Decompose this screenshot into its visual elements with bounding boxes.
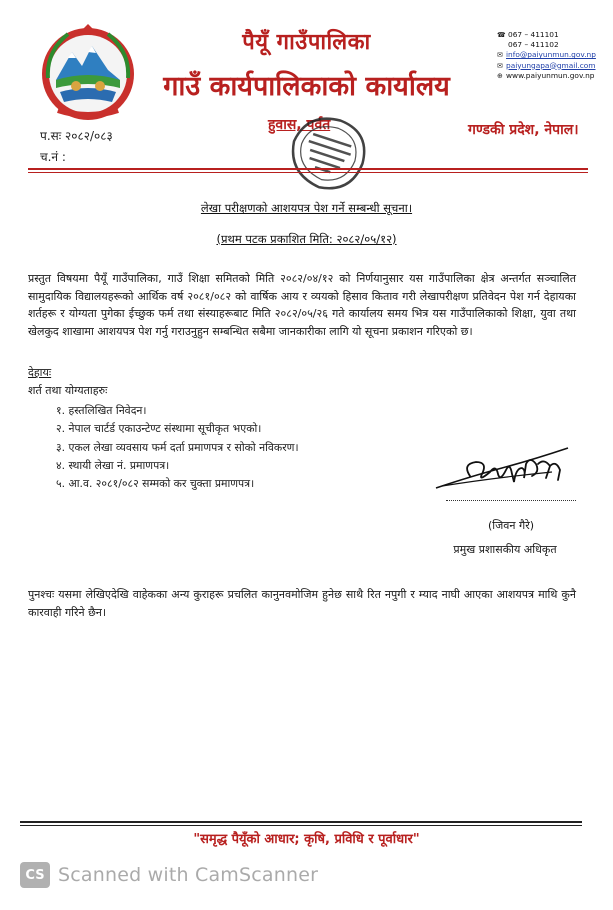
footer-divider-thin <box>20 825 582 826</box>
list-item: ४. स्थायी लेखा नं. प्रमाणपत्र। <box>56 458 170 472</box>
website-text[interactable]: www.paiyunmun.gov.np <box>506 70 595 80</box>
reference-number: प.सः २०८२/०८३ <box>40 129 113 143</box>
conditions-title: शर्त तथा योग्यताहरुः <box>28 384 108 397</box>
phone-number-1: 067 – 411101 <box>508 30 559 39</box>
conditions-list <box>56 402 299 493</box>
list-item: ५. आ.व. २०८१/०८२ सम्मको कर चुक्ता प्रमाणपत्र। <box>56 477 255 491</box>
signatory-title: प्रमुख प्रशासकीय अधिकृत <box>453 543 557 556</box>
email-link-1[interactable]: info@paiyunmun.gov.np <box>506 50 596 60</box>
list-item: १. हस्तलिखित निवेदन। <box>56 404 147 417</box>
globe-icon: ⊕ <box>497 71 503 80</box>
office-name: गाउँ कार्यपालिकाको कार्यालय <box>163 71 450 102</box>
municipality-name: पैयूँ गाउँपालिका <box>242 30 371 55</box>
camscanner-logo-icon: CS <box>20 862 50 888</box>
province-label: गण्डकी प्रदेश, नेपाल। <box>468 122 579 138</box>
contact-block <box>497 30 609 81</box>
handwritten-signature-icon <box>432 442 572 496</box>
dispatch-number: च.नं : <box>40 150 66 164</box>
list-item: २. नेपाल चार्टर्ड एकाउन्टेण्ट संस्थामा सूचीकृत भएको। <box>56 422 262 436</box>
telephone-icon: ☎ <box>497 31 506 39</box>
envelope-icon: ✉ <box>497 61 503 70</box>
watermark-text: Scanned with CamScanner <box>58 864 319 886</box>
publication-date: (प्रथम पटक प्रकाशित मिति: २०८२/०५/१२) <box>216 232 397 246</box>
notice-body: प्रस्तुत विषयमा पैयूँ गाउँपालिका, गाउँ शिक्षा समितको मिति २०८२/०४/१२ को निर्णयानुसार यस गाउँपालिका क्षेत्र अन्तर्गत सञ्चालित सामुदायिक विद्यालयहरूको आर्थिक वर्ष २०८१/०८२ को वार्षिक आय र व्ययको हिसाव किताव गरी लेखापरीक्षण प्रतिवेदन पेश गर्न देहायका शर्तहरू र योग्यता पुगेका ईच्छुक फर्म तथा संस्याहरूबाट मिति २०८२/०५/२६ गते कार्यालय समय भित्र यस गाउँपालिकाको शिक्षा, युवा तथा खेलकुद शाखामा आशयपत्र पेश गर्नु गराउनुहुन सम्बन्धित सबैमा जानकारीका लागि यो सूचना प्रकाशन गरिएको छ। <box>28 272 576 338</box>
notice-subject: लेखा परीक्षणको आशयपत्र पेश गर्ने सम्बन्धी सूचना। <box>200 201 413 215</box>
phone-number-2: 067 – 411102 <box>508 40 559 50</box>
email-link-2[interactable]: paiyungapa@gmail.com <box>506 60 596 70</box>
footer-motto: "समृद्ध पैयूँको आधार; कृषि, प्रविधि र पूर्वाधार" <box>193 832 420 847</box>
footer-divider <box>20 821 582 823</box>
phone-row <box>497 30 609 40</box>
office-stamp-icon <box>282 112 372 194</box>
office-location: हुवास, पर्वत <box>268 117 331 133</box>
signatory-name: (जिवन गैरे) <box>487 519 534 532</box>
list-item: ३. एकल लेखा व्यवसाय फर्म दर्ता प्रमाणपत्र र सोको नविकरण। <box>56 440 299 454</box>
dehay-label: देहायः <box>28 366 52 379</box>
envelope-icon: ✉ <box>497 51 503 60</box>
header-divider-thin <box>28 172 588 173</box>
scanner-watermark <box>20 860 318 890</box>
signature-line <box>446 500 576 501</box>
postscript-note: पुनश्चः यसमा लेखिएदेखि वाहेकका अन्य कुराहरू प्रचलित कानुनवमोजिम हुनेछ साथै रित नपुगी र म्याद नाघी आएका आशयपत्र माथि कुनै कारवाही गरिने छैन। <box>28 588 576 619</box>
header-divider <box>28 168 588 170</box>
